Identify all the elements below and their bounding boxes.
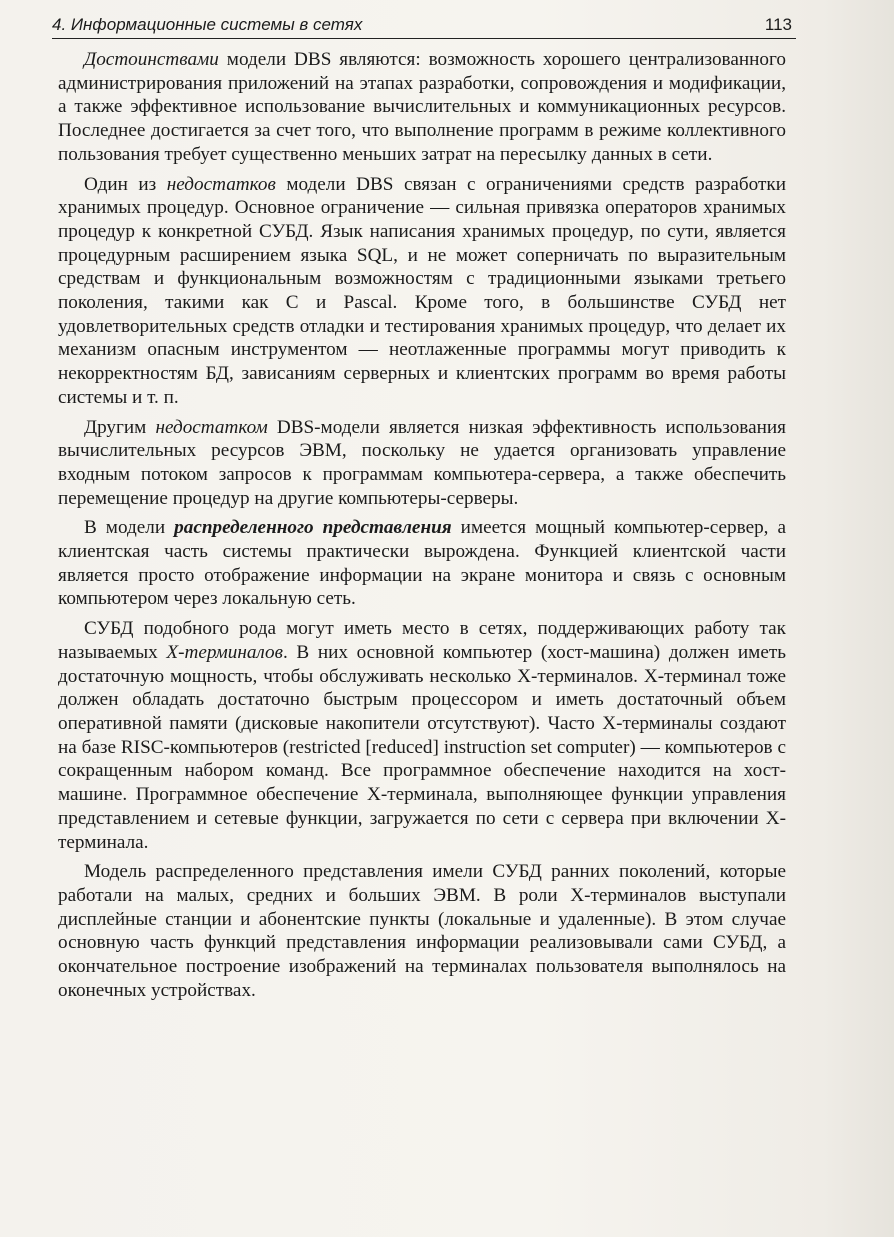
- paragraph-text: модели DBS связан с ограничениями средств разработки хранимых процедур. Основное ограничение — сильная привязка операторов хранимых процедур к конкретной СУБД. Язык написания хранимых процедур, по сути, является процедурным расширением языка SQL, и не может соперничать по выразительным средствам и функциональным возможностям с традиционными языками третьего поколения, такими как C и Pascal. Кроме того, в большинстве СУБД нет удовлетворительных средств отладки и тестирования хранимых процедур, что делает их механизм опасным инструментом — неотлаженные программы могут приводить к некорректностям БД, зависаниям серверных и клиентских программ во время работы системы и т. п.: [58, 173, 786, 408]
- paragraph-other-disadvantage: [58, 416, 786, 511]
- paragraph-advantages: [58, 48, 786, 167]
- emphasis-term: распределенного представления: [174, 517, 452, 539]
- paragraph-lead: Другим: [84, 416, 156, 438]
- paragraph-text: . В них основной компьютер (хост-машина) должен иметь достаточную мощность, чтобы обслуживать несколько X-терминалов. X-терминал тоже должен обладать достаточно быстрым процессором и иметь достаточный объем оперативной памяти (дисковые накопители отсутствуют). Часто X-терминалы создают на базе RISC-компьютеров (restricted [reduced] instruction set computer) — компьютеров с сокращенным набором команд. Все программное обеспечение находится на хост-машине. Программное обеспечение X-терминала, выполняющее функции управления представлением и сетевые функции, загружается по сети с сервера при включении X-терминала.: [58, 641, 786, 853]
- paragraph-text: имеется мощный компьютер-сервер, а клиентская часть системы практически вырождена. Функцией клиентской части является просто отображение информации на экране монитора и связь с основным компьютером через локальную сеть.: [58, 517, 787, 610]
- emphasis-term: недостатков: [166, 173, 276, 195]
- paragraph-text: DBS-модели является низкая эффективность использования вычислительных ресурсов ЭВМ, поскольку не удается организовать управление входным потоком запросов к программам компьютера-сервера, а также обеспечить перемещение процедур на другие компьютеры-серверы.: [58, 416, 786, 509]
- page-number: 113: [764, 15, 792, 34]
- paragraph-early-dbms: [58, 860, 786, 1002]
- paragraph-text: модели DBS являются: возможность хорошего централизованного администрирования приложений на этапах разработки, сопровождения и модификации, а также эффективное использование вычислительных и коммуникационных ресурсов. Последнее достигается за счет того, что выполнение программ в режиме коллективного пользования требует существенно меньших затрат на пересылку данных в сети.: [58, 49, 786, 165]
- paragraph-text: Модель распределенного представления имели СУБД ранних поколений, которые работали на малых, средних и больших ЭВМ. В роли X-терминалов выступали дисплейные станции и абонентские пункты (локальные и удаленные). В этом случае основную часть функций представления информации реализовывали сами СУБД, а окончательное построение изображений на терминалах пользователя выполнялось на оконечных устройствах.: [58, 861, 786, 1001]
- paragraph-disadvantages: [58, 173, 786, 410]
- emphasis-term: Достоинствами: [84, 49, 219, 70]
- paragraph-lead: Один из: [84, 173, 167, 195]
- emphasis-term: X-терминалов: [166, 641, 283, 663]
- paragraph-x-terminals: [58, 617, 786, 854]
- paragraph-lead: СУБД подобного рода могут иметь место в сетях, поддерживающих работу так называемых: [58, 618, 786, 663]
- running-title: 4. Информационные системы в сетях: [52, 15, 363, 34]
- emphasis-term: недостатком: [155, 416, 268, 438]
- body-text: [58, 48, 786, 1008]
- paragraph-distributed-presentation: [58, 516, 786, 611]
- paragraph-lead: В модели: [84, 517, 175, 539]
- page-header: [52, 12, 796, 39]
